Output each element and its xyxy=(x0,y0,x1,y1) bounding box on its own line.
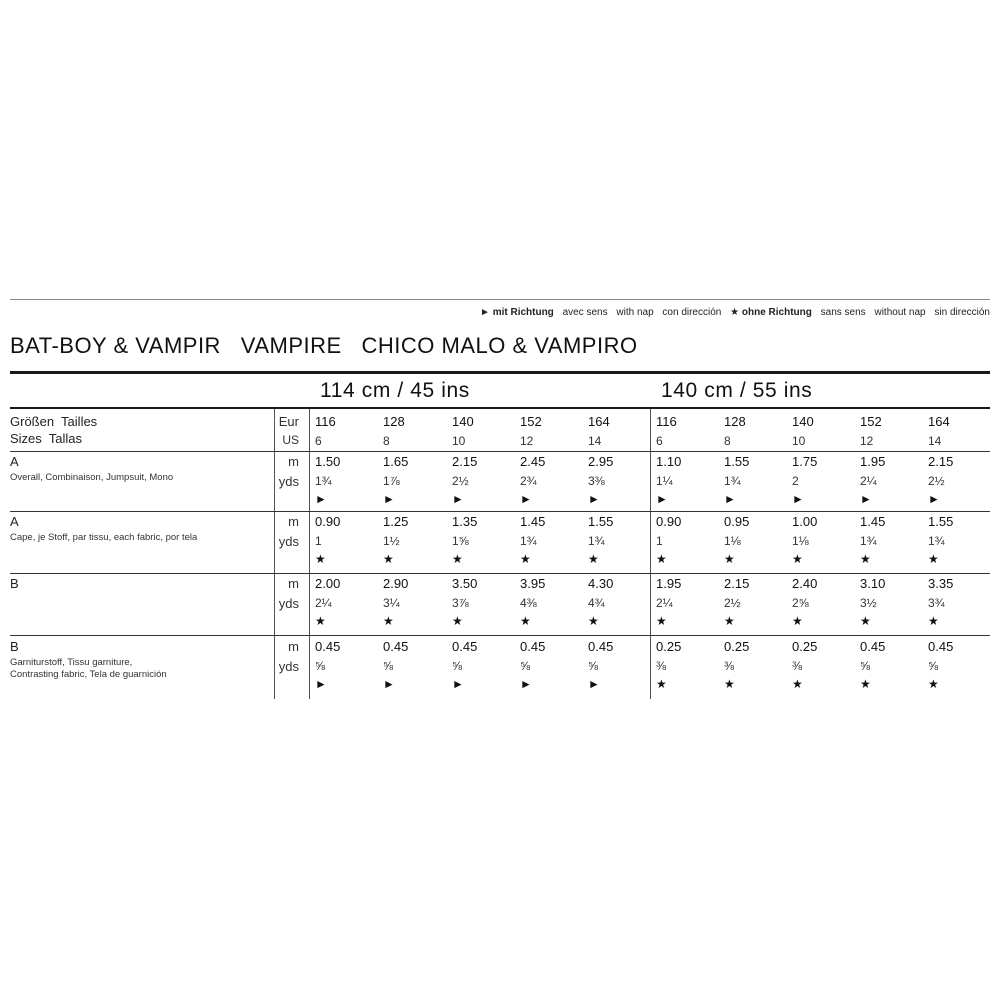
us-size: 14 xyxy=(588,434,602,448)
meters-value: 2.40 xyxy=(792,576,818,591)
meters-value: 2.90 xyxy=(383,576,409,591)
yards-value: 1½ xyxy=(383,534,400,548)
meters-value: 1.65 xyxy=(383,454,409,469)
row-rule xyxy=(10,511,990,512)
meters-value: 0.45 xyxy=(520,639,546,654)
star-icon: ★ xyxy=(860,614,871,628)
unit-m: m xyxy=(288,454,299,469)
star-icon: ★ xyxy=(792,552,803,566)
nonap-symbol: ★ xyxy=(730,307,740,318)
eur-size: 128 xyxy=(724,414,746,429)
meters-value: 2.00 xyxy=(315,576,341,591)
yards-value: 1¾ xyxy=(588,534,605,548)
row-rule xyxy=(10,635,990,636)
star-icon: ★ xyxy=(383,552,394,566)
yards-value: 3½ xyxy=(860,596,877,610)
yards-value: 1¼ xyxy=(656,474,673,488)
yards-value: 1 xyxy=(656,534,663,548)
meters-value: 2.15 xyxy=(724,576,750,591)
us-size: 10 xyxy=(452,434,466,448)
pattern-title: BAT-BOY & VAMPIR VAMPIRE CHICO MALO & VAMPIRO xyxy=(10,333,638,358)
yards-value: 2¼ xyxy=(315,596,332,610)
meters-value: 0.25 xyxy=(724,639,750,654)
size-label-de-fr: Größen Tailles xyxy=(10,414,98,429)
meters-value: 1.55 xyxy=(928,514,954,529)
us-size: 12 xyxy=(860,434,874,448)
yards-value: 2½ xyxy=(928,474,945,488)
eur-size: 140 xyxy=(792,414,814,429)
meters-value: 4.30 xyxy=(588,576,614,591)
header-rule xyxy=(10,407,990,409)
meters-value: 1.10 xyxy=(656,454,682,469)
star-icon: ★ xyxy=(452,614,463,628)
yards-value: ⅝ xyxy=(315,659,326,673)
eur-size: 116 xyxy=(315,414,336,429)
star-icon: ★ xyxy=(656,614,667,628)
meters-value: 0.90 xyxy=(656,514,682,529)
unit-m: m xyxy=(288,514,299,529)
unit-m: m xyxy=(288,576,299,591)
yards-value: 1¾ xyxy=(928,534,945,548)
us-size: 8 xyxy=(724,434,731,448)
yards-value: ⅝ xyxy=(928,659,939,673)
star-icon: ★ xyxy=(383,614,394,628)
us-size: 10 xyxy=(792,434,806,448)
meters-value: 1.50 xyxy=(315,454,341,469)
yards-value: 2¼ xyxy=(656,596,673,610)
play-arrow-icon: ► xyxy=(860,492,872,506)
nap-label-de: mit Richtung xyxy=(492,307,554,318)
meters-value: 1.95 xyxy=(860,454,886,469)
yards-value: ⅜ xyxy=(656,659,667,673)
star-icon: ★ xyxy=(928,552,939,566)
meters-value: 2.15 xyxy=(928,454,954,469)
us-size: 8 xyxy=(383,434,390,448)
yards-value: ⅝ xyxy=(383,659,394,673)
width-header-114: 114 cm / 45 ins xyxy=(320,379,470,402)
meters-value: 2.95 xyxy=(588,454,614,469)
eur-size: 140 xyxy=(452,414,474,429)
us-size: 6 xyxy=(315,434,322,448)
unit-m: m xyxy=(288,639,299,654)
meters-value: 0.45 xyxy=(588,639,614,654)
meters-value: 0.45 xyxy=(315,639,341,654)
unit-yds: yds xyxy=(278,596,299,611)
yards-value: 2⅝ xyxy=(792,596,809,610)
play-arrow-icon: ► xyxy=(452,677,464,691)
star-icon: ★ xyxy=(656,677,667,691)
nonap-label-fr: sans sens xyxy=(820,307,866,318)
star-icon: ★ xyxy=(860,552,871,566)
nonap-label-en: without nap xyxy=(874,307,926,318)
meters-value: 2.45 xyxy=(520,454,546,469)
yards-value: ⅜ xyxy=(792,659,803,673)
meters-value: 0.95 xyxy=(724,514,750,529)
yards-value: ⅝ xyxy=(520,659,531,673)
yards-value: ⅝ xyxy=(452,659,463,673)
play-arrow-icon: ► xyxy=(928,492,940,506)
unit-yds: yds xyxy=(278,474,299,489)
meters-value: 3.10 xyxy=(860,576,886,591)
meters-value: 3.35 xyxy=(928,576,954,591)
yards-value: 1¾ xyxy=(315,474,332,488)
meters-value: 0.45 xyxy=(452,639,478,654)
play-arrow-icon: ► xyxy=(383,492,395,506)
yards-value: 4¾ xyxy=(588,596,605,610)
nap-label-es: con dirección xyxy=(662,307,722,318)
nonap-label-es: sin dirección xyxy=(934,307,990,318)
yards-value: 1⅞ xyxy=(383,474,400,488)
yards-value: 2¾ xyxy=(520,474,537,488)
eur-size: 116 xyxy=(656,414,677,429)
heavy-rule xyxy=(10,371,990,374)
view-label: A xyxy=(10,454,19,469)
star-icon: ★ xyxy=(656,552,667,566)
play-arrow-icon: ► xyxy=(452,492,464,506)
yards-value: 1⅛ xyxy=(792,534,809,548)
play-arrow-icon: ► xyxy=(315,492,327,506)
meters-value: 1.95 xyxy=(656,576,682,591)
eur-size: 164 xyxy=(588,414,610,429)
divider-width xyxy=(650,409,651,699)
us-size: 6 xyxy=(656,434,663,448)
play-arrow-icon: ► xyxy=(520,677,532,691)
meters-value: 0.25 xyxy=(656,639,682,654)
star-icon: ★ xyxy=(724,552,735,566)
yards-value: 1¾ xyxy=(860,534,877,548)
play-arrow-icon: ► xyxy=(383,677,395,691)
yards-value: 1⅛ xyxy=(724,534,741,548)
view-description: Contrasting fabric, Tela de guarnición xyxy=(10,669,167,680)
meters-value: 1.00 xyxy=(792,514,818,529)
view-description: Cape, je Stoff, par tissu, each fabric, por tela xyxy=(10,532,198,543)
divider-values xyxy=(309,409,310,699)
meters-value: 1.75 xyxy=(792,454,818,469)
nap-symbol: ► xyxy=(480,307,490,318)
star-icon: ★ xyxy=(860,677,871,691)
row-rule xyxy=(10,451,990,452)
yards-value: 4⅜ xyxy=(520,596,537,610)
meters-value: 0.25 xyxy=(792,639,818,654)
us-size: 14 xyxy=(928,434,942,448)
meters-value: 1.35 xyxy=(452,514,478,529)
star-icon: ★ xyxy=(724,614,735,628)
yards-value: 3¼ xyxy=(383,596,400,610)
unit-yds: yds xyxy=(278,534,299,549)
yards-value: 1⅝ xyxy=(452,534,469,548)
yards-value: 3¾ xyxy=(928,596,945,610)
nap-label-fr: avec sens xyxy=(562,307,608,318)
star-icon: ★ xyxy=(792,614,803,628)
play-arrow-icon: ► xyxy=(520,492,532,506)
play-arrow-icon: ► xyxy=(588,492,600,506)
play-arrow-icon: ► xyxy=(724,492,736,506)
eur-size: 128 xyxy=(383,414,405,429)
meters-value: 1.45 xyxy=(860,514,886,529)
play-arrow-icon: ► xyxy=(588,677,600,691)
play-arrow-icon: ► xyxy=(315,677,327,691)
play-arrow-icon: ► xyxy=(792,492,804,506)
unit-us: US xyxy=(282,433,299,447)
meters-value: 1.55 xyxy=(724,454,750,469)
yards-value: 1¾ xyxy=(724,474,741,488)
meters-value: 0.90 xyxy=(315,514,341,529)
meters-value: 1.45 xyxy=(520,514,546,529)
play-arrow-icon: ► xyxy=(656,492,668,506)
meters-value: 0.45 xyxy=(383,639,409,654)
yards-value: 3⅞ xyxy=(452,596,469,610)
meters-value: 2.15 xyxy=(452,454,478,469)
yards-value: 1 xyxy=(315,534,322,548)
star-icon: ★ xyxy=(315,614,326,628)
meters-value: 0.45 xyxy=(928,639,954,654)
nap-label-en: with nap xyxy=(616,307,654,318)
yards-value: 2¼ xyxy=(860,474,877,488)
yards-value: 2 xyxy=(792,474,799,488)
eur-size: 152 xyxy=(860,414,882,429)
yards-value: ⅝ xyxy=(860,659,871,673)
row-rule xyxy=(10,573,990,574)
meters-value: 1.55 xyxy=(588,514,614,529)
unit-yds: yds xyxy=(278,659,299,674)
view-label: B xyxy=(10,639,19,654)
nap-legend xyxy=(480,307,990,318)
view-description: Overall, Combinaison, Jumpsuit, Mono xyxy=(10,472,174,483)
star-icon: ★ xyxy=(792,677,803,691)
star-icon: ★ xyxy=(520,552,531,566)
width-header-140: 140 cm / 55 ins xyxy=(661,379,813,402)
star-icon: ★ xyxy=(928,677,939,691)
yards-value: ⅜ xyxy=(724,659,735,673)
meters-value: 3.50 xyxy=(452,576,478,591)
meters-value: 3.95 xyxy=(520,576,546,591)
yards-value: 2½ xyxy=(724,596,741,610)
view-description: Garniturstoff, Tissu garniture, xyxy=(10,657,133,668)
yards-value: ⅝ xyxy=(588,659,599,673)
star-icon: ★ xyxy=(588,552,599,566)
star-icon: ★ xyxy=(724,677,735,691)
eur-size: 152 xyxy=(520,414,542,429)
star-icon: ★ xyxy=(315,552,326,566)
unit-eur: Eur xyxy=(278,414,299,429)
yards-value: 3⅜ xyxy=(588,474,605,488)
star-icon: ★ xyxy=(928,614,939,628)
yards-value: 2½ xyxy=(452,474,469,488)
meters-value: 1.25 xyxy=(383,514,409,529)
size-label-en-es: Sizes Tallas xyxy=(10,431,83,446)
star-icon: ★ xyxy=(520,614,531,628)
view-label: B xyxy=(10,576,19,591)
meters-value: 0.45 xyxy=(860,639,886,654)
divider-unit xyxy=(274,409,275,699)
star-icon: ★ xyxy=(588,614,599,628)
star-icon: ★ xyxy=(452,552,463,566)
top-rule xyxy=(10,299,990,300)
us-size: 12 xyxy=(520,434,534,448)
yards-value: 1¾ xyxy=(520,534,537,548)
nonap-label-de: ohne Richtung xyxy=(741,307,812,318)
view-label: A xyxy=(10,514,19,529)
eur-size: 164 xyxy=(928,414,950,429)
